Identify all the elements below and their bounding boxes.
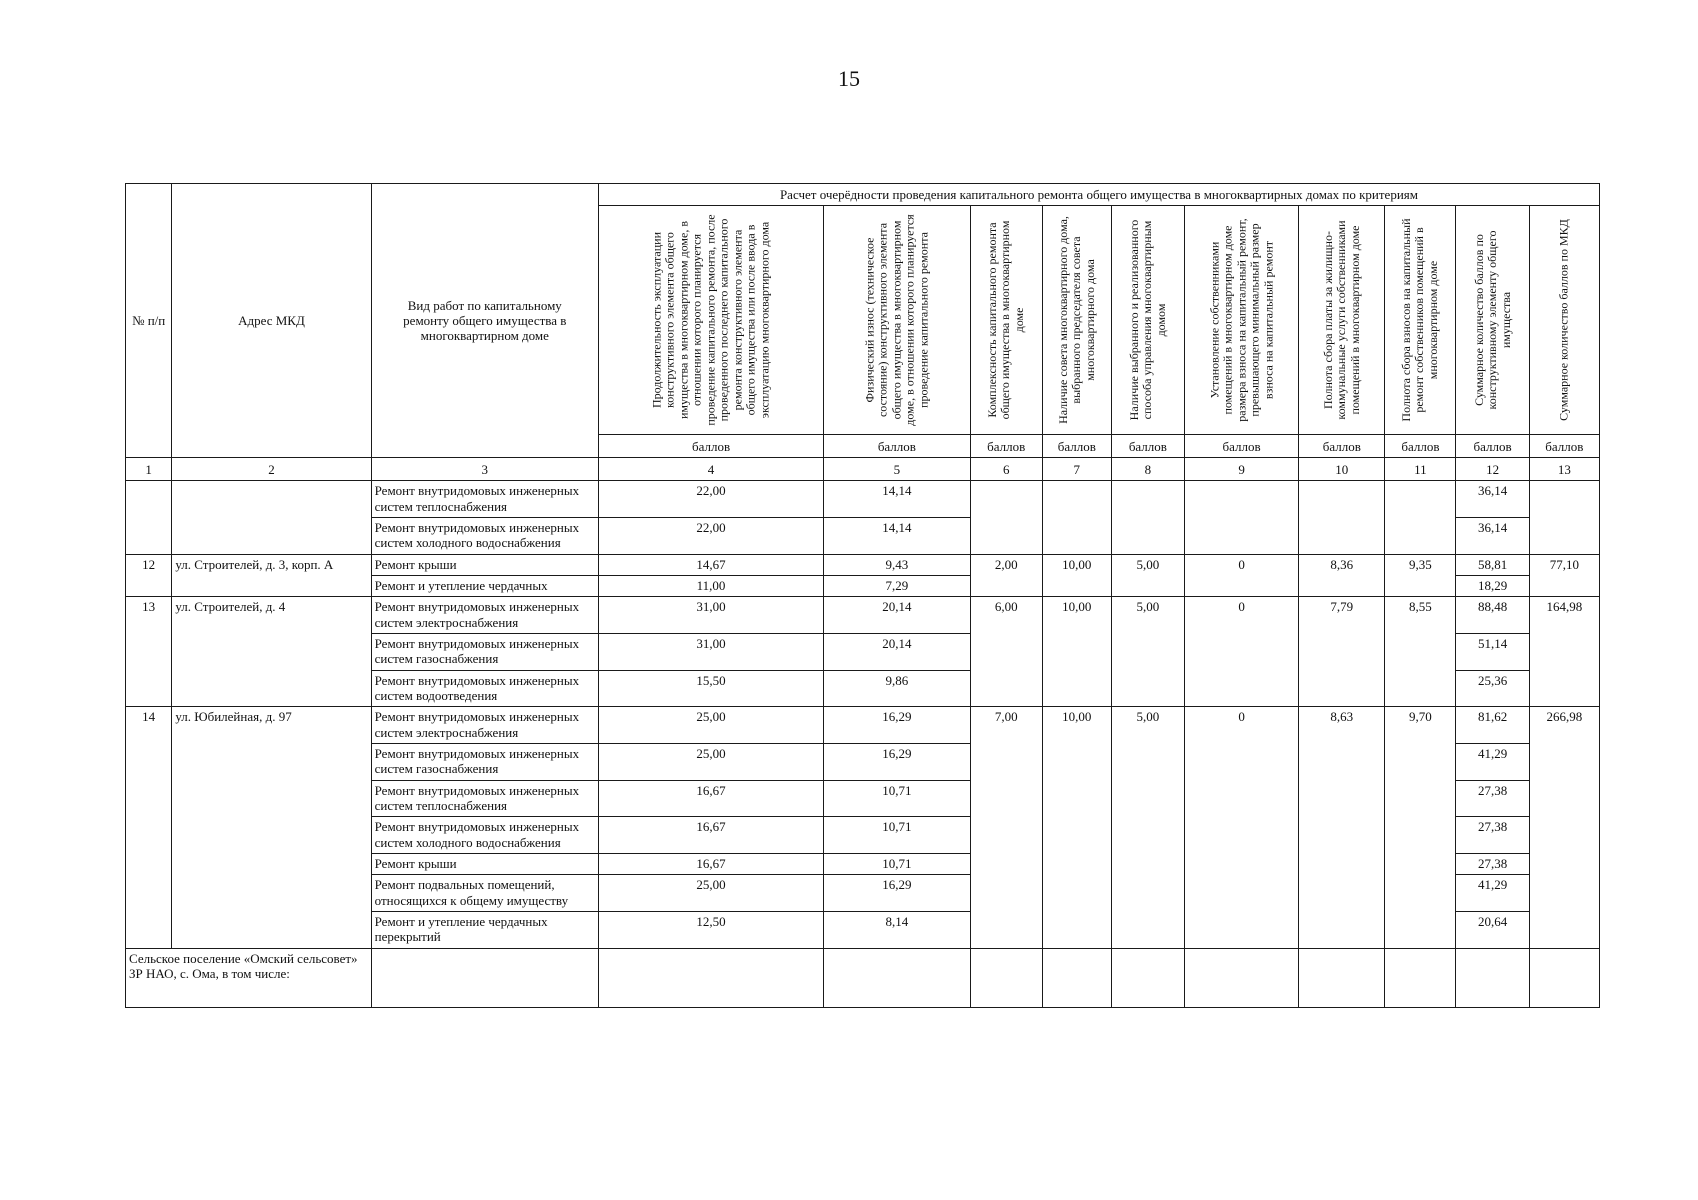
- unit-label: баллов: [970, 435, 1042, 458]
- wear-score: 7,29: [824, 575, 971, 596]
- work-type: Ремонт внутридомовых инженерных систем электроснабжения: [371, 597, 598, 634]
- footer-empty-cell: [1456, 948, 1529, 1007]
- element-total-score: 81,62: [1456, 707, 1529, 744]
- row-address: ул. Строителей, д. 3, корп. А: [172, 554, 371, 597]
- building-total-score: 77,10: [1529, 554, 1599, 597]
- criterion-score-c7: 10,00: [1042, 597, 1111, 707]
- unit-label: баллов: [1185, 435, 1299, 458]
- duration-score: 16,67: [598, 853, 823, 874]
- criterion-score-c10: 8,36: [1299, 554, 1385, 597]
- duration-score: 31,00: [598, 597, 823, 634]
- wear-score: 20,14: [824, 597, 971, 634]
- work-type: Ремонт крыши: [371, 853, 598, 874]
- building-total-score: [1529, 481, 1599, 554]
- wear-score: 8,14: [824, 911, 971, 948]
- duration-score: 22,00: [598, 517, 823, 554]
- unit-label: баллов: [824, 435, 971, 458]
- footer-empty-cell: [1529, 948, 1599, 1007]
- header-criterion-13: [1529, 206, 1599, 435]
- work-type: Ремонт внутридомовых инженерных систем холодного водоснабжения: [371, 817, 598, 854]
- element-total-score: 18,29: [1456, 575, 1529, 596]
- criterion-score-c6: 6,00: [970, 597, 1042, 707]
- building-total-score: 266,98: [1529, 707, 1599, 948]
- footer-settlement-label: Сельское поселение «Омский сельсовет» ЗР НАО, с. Ома, в том числе:: [126, 948, 372, 1007]
- table-row: [126, 597, 1600, 634]
- element-total-score: 27,38: [1456, 780, 1529, 817]
- criterion-score-c9: 0: [1185, 554, 1299, 597]
- criterion-score-c9: [1185, 481, 1299, 554]
- criterion-score-c9: 0: [1185, 707, 1299, 948]
- footer-empty-cell: [1299, 948, 1385, 1007]
- footer-empty-cell: [824, 948, 971, 1007]
- header-criterion-6: [970, 206, 1042, 435]
- criterion-score-c10: 8,63: [1299, 707, 1385, 948]
- duration-score: 14,67: [598, 554, 823, 575]
- element-total-score: 51,14: [1456, 633, 1529, 670]
- wear-score: 20,14: [824, 633, 971, 670]
- criterion-score-c6: 2,00: [970, 554, 1042, 597]
- column-number: 3: [371, 458, 598, 481]
- header-criterion-10: [1299, 206, 1385, 435]
- page-number: 15: [838, 66, 860, 91]
- work-type: Ремонт внутридомовых инженерных систем теплоснабжения: [371, 780, 598, 817]
- unit-label: баллов: [1299, 435, 1385, 458]
- row-number: [126, 481, 172, 554]
- header-criterion-11: [1385, 206, 1456, 435]
- work-type: Ремонт внутридомовых инженерных систем газоснабжения: [371, 743, 598, 780]
- criterion-score-c11: 9,70: [1385, 707, 1456, 948]
- criterion-score-c8: [1111, 481, 1184, 554]
- table-row: [126, 554, 1600, 575]
- duration-score: 16,67: [598, 817, 823, 854]
- header-criterion-7: [1042, 206, 1111, 435]
- table-row: [126, 481, 1600, 518]
- element-total-score: 88,48: [1456, 597, 1529, 634]
- element-total-score: 27,38: [1456, 817, 1529, 854]
- unit-label: баллов: [1111, 435, 1184, 458]
- column-number: 9: [1185, 458, 1299, 481]
- unit-label: баллов: [1385, 435, 1456, 458]
- table-body: [126, 481, 1600, 948]
- column-number: 7: [1042, 458, 1111, 481]
- header-num: № п/п: [126, 184, 172, 458]
- footer-empty-cell: [1185, 948, 1299, 1007]
- criterion-score-c8: 5,00: [1111, 597, 1184, 707]
- footer-empty-cell: [598, 948, 823, 1007]
- column-number: 11: [1385, 458, 1456, 481]
- unit-label: баллов: [1456, 435, 1529, 458]
- row-number: 13: [126, 597, 172, 707]
- duration-score: 12,50: [598, 911, 823, 948]
- unit-label: баллов: [1042, 435, 1111, 458]
- header-criterion-4: [598, 206, 823, 435]
- wear-score: 10,71: [824, 817, 971, 854]
- wear-score: 14,14: [824, 517, 971, 554]
- work-type: Ремонт и утепление чердачных: [371, 575, 598, 596]
- criterion-score-c11: 9,35: [1385, 554, 1456, 597]
- work-type: Ремонт внутридомовых инженерных систем холодного водоснабжения: [371, 517, 598, 554]
- column-number: 13: [1529, 458, 1599, 481]
- header-work-type: Вид работ по капитальному ремонту общего имущества в многоквартирном доме: [371, 184, 598, 458]
- element-total-score: 36,14: [1456, 517, 1529, 554]
- header-criterion-text: Комплексность капитального ремонта общего имущества в многоквартирном доме: [985, 220, 1026, 420]
- work-type: Ремонт подвальных помещений, относящихся к общему имуществу: [371, 875, 598, 912]
- priority-table: [125, 183, 1600, 1008]
- duration-score: 31,00: [598, 633, 823, 670]
- wear-score: 9,43: [824, 554, 971, 575]
- wear-score: 10,71: [824, 853, 971, 874]
- wear-score: 16,29: [824, 743, 971, 780]
- column-number: 10: [1299, 458, 1385, 481]
- footer-empty-cell: [1111, 948, 1184, 1007]
- criterion-score-c7: 10,00: [1042, 554, 1111, 597]
- wear-score: 10,71: [824, 780, 971, 817]
- duration-score: 11,00: [598, 575, 823, 596]
- header-address: Адрес МКД: [172, 184, 371, 458]
- criterion-score-c6: [970, 481, 1042, 554]
- footer-empty-cell: [1385, 948, 1456, 1007]
- duration-score: 25,00: [598, 875, 823, 912]
- wear-score: 16,29: [824, 707, 971, 744]
- column-number: 8: [1111, 458, 1184, 481]
- header-criterion-text: Наличие выбранного и реализованного способа управления многоквартирным домом: [1126, 220, 1168, 421]
- header-criterion-text: Полнота сбора платы за жилищно-коммунальные услуги собственниками помещений в многоквартирном доме: [1320, 220, 1362, 420]
- element-total-score: 36,14: [1456, 481, 1529, 518]
- duration-score: 22,00: [598, 481, 823, 518]
- element-total-score: 20,64: [1456, 911, 1529, 948]
- work-type: Ремонт внутридомовых инженерных систем теплоснабжения: [371, 481, 598, 518]
- row-address: ул. Юбилейная, д. 97: [172, 707, 371, 948]
- element-total-score: 41,29: [1456, 875, 1529, 912]
- wear-score: 16,29: [824, 875, 971, 912]
- element-total-score: 27,38: [1456, 853, 1529, 874]
- header-criterion-text: Продолжительность эксплуатации конструктивного элемента общего имущества в многоквартирном доме, в отношении которого планируется проведение капитального ремонта, после проведенного последнего капитального ремонта конструктивного элемента общего имущества или после ввода в эксплуатацию многоквартирного дома: [649, 214, 772, 426]
- criterion-score-c7: 10,00: [1042, 707, 1111, 948]
- column-number: 12: [1456, 458, 1529, 481]
- element-total-score: 41,29: [1456, 743, 1529, 780]
- work-type: Ремонт внутридомовых инженерных систем водоотведения: [371, 670, 598, 707]
- criterion-score-c8: 5,00: [1111, 554, 1184, 597]
- criterion-score-c7: [1042, 481, 1111, 554]
- header-criterion-text: Суммарное количество баллов по конструктивному элементу общего имущества: [1471, 230, 1513, 410]
- row-number: 14: [126, 707, 172, 948]
- element-total-score: 58,81: [1456, 554, 1529, 575]
- column-number: 4: [598, 458, 823, 481]
- duration-score: 15,50: [598, 670, 823, 707]
- work-type: Ремонт внутридомовых инженерных систем электроснабжения: [371, 707, 598, 744]
- column-number: 5: [824, 458, 971, 481]
- header-criterion-text: Суммарное количество баллов по МКД: [1556, 219, 1571, 422]
- header-criterion-8: [1111, 206, 1184, 435]
- work-type: Ремонт и утепление чердачных перекрытий: [371, 911, 598, 948]
- work-type: Ремонт крыши: [371, 554, 598, 575]
- criterion-score-c9: 0: [1185, 597, 1299, 707]
- header-criterion-text: Полнота сбора взносов на капитальный ремонт собственников помещений в многоквартирном доме: [1399, 218, 1441, 422]
- wear-score: 9,86: [824, 670, 971, 707]
- header-criteria-title: Расчет очерёдности проведения капитального ремонта общего имущества в многоквартирных домах по критериям: [598, 184, 1599, 206]
- header-criterion-5: [824, 206, 971, 435]
- footer-empty-cell: [1042, 948, 1111, 1007]
- criterion-score-c11: 8,55: [1385, 597, 1456, 707]
- column-number: 6: [970, 458, 1042, 481]
- criterion-score-c11: [1385, 481, 1456, 554]
- column-number: 1: [126, 458, 172, 481]
- header-criterion-text: Наличие совета многоквартирного дома, выбранного председателя совета многоквартирного дома: [1055, 216, 1097, 425]
- wear-score: 14,14: [824, 481, 971, 518]
- building-total-score: 164,98: [1529, 597, 1599, 707]
- criterion-score-c8: 5,00: [1111, 707, 1184, 948]
- duration-score: 16,67: [598, 780, 823, 817]
- table-row: [126, 707, 1600, 744]
- unit-label: баллов: [1529, 435, 1599, 458]
- duration-score: 25,00: [598, 707, 823, 744]
- row-address: [172, 481, 371, 554]
- unit-label: баллов: [598, 435, 823, 458]
- row-number: 12: [126, 554, 172, 597]
- header-criterion-text: Установление собственниками помещений в многоквартирном доме размера взноса на капитальный ремонт, превышающего минимальный размер взноса на капитальный ремонт: [1207, 218, 1275, 423]
- header-criterion-9: [1185, 206, 1299, 435]
- table-header: [126, 184, 1600, 481]
- row-address: ул. Строителей, д. 4: [172, 597, 371, 707]
- header-criterion-text: Физический износ (техническое состояние) конструктивного элемента общего имущества в многоквартирном доме, в отношении которого планируется проведение капитального ремонта: [862, 214, 931, 427]
- footer-empty-cell: [371, 948, 598, 1007]
- column-number: 2: [172, 458, 371, 481]
- footer-empty-cell: [970, 948, 1042, 1007]
- header-criterion-12: [1456, 206, 1529, 435]
- table-footer: [126, 948, 1600, 1007]
- work-type: Ремонт внутридомовых инженерных систем газоснабжения: [371, 633, 598, 670]
- criterion-score-c10: 7,79: [1299, 597, 1385, 707]
- criterion-score-c10: [1299, 481, 1385, 554]
- duration-score: 25,00: [598, 743, 823, 780]
- element-total-score: 25,36: [1456, 670, 1529, 707]
- criterion-score-c6: 7,00: [970, 707, 1042, 948]
